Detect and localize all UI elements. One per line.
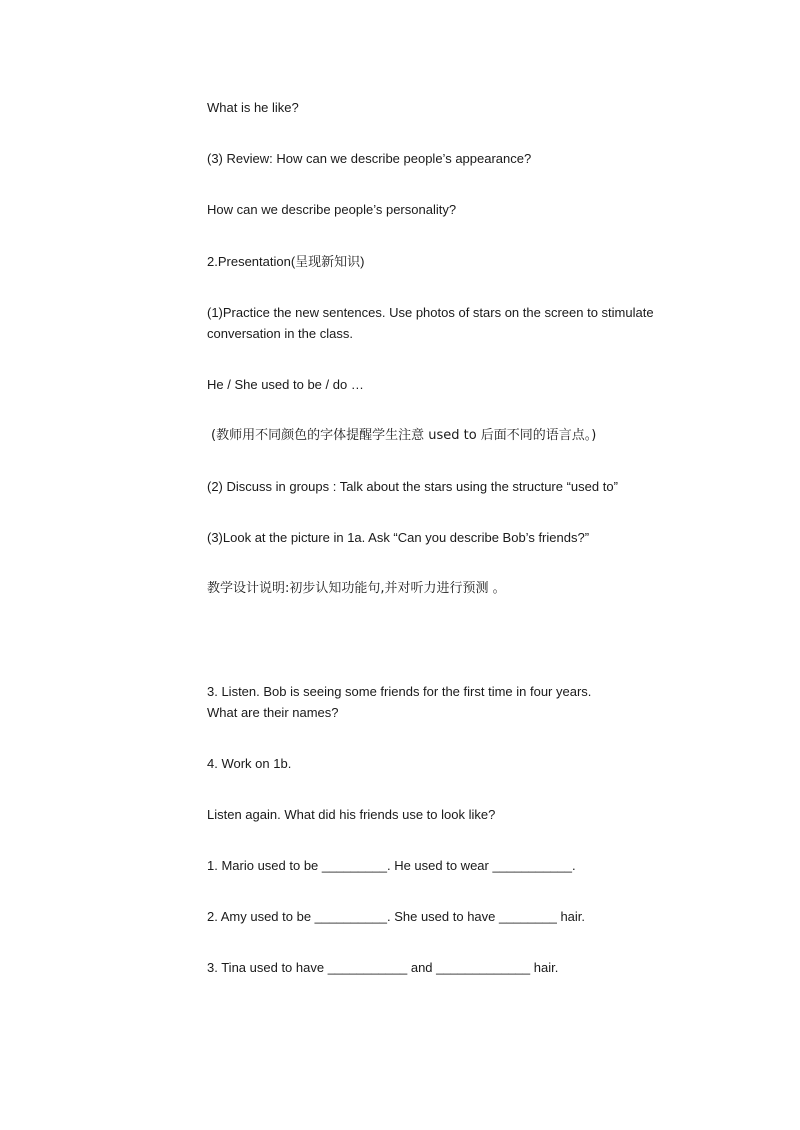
discuss-in-groups: (2) Discuss in groups : Talk about the stars using the structure “used to” xyxy=(207,479,618,494)
listen-instruction: 3. Listen. Bob is seeing some friends for the first time in four years. xyxy=(207,684,592,699)
review-personality: How can we describe people’s personality? xyxy=(207,202,457,217)
practice-sentences-line2: conversation in the class. xyxy=(207,326,353,341)
review-appearance: (3) Review: How can we describe people’s appearance? xyxy=(207,151,532,166)
practice-sentences-line1: (1)Practice the new sentences. Use photos of stars on the screen to stimulate xyxy=(207,305,654,320)
teacher-note: (教师用不同颜色的字体提醒学生注意 used to 后面不同的语言点。) xyxy=(211,428,597,443)
listen-again: Listen again. What did his friends use to look like? xyxy=(207,807,496,822)
work-on-1b: 4. Work on 1b. xyxy=(207,756,292,771)
exercise-tina: 3. Tina used to have ___________ and _____________ hair. xyxy=(207,960,559,975)
look-at-picture: (3)Look at the picture in 1a. Ask “Can you describe Bob’s friends?” xyxy=(207,530,590,545)
exercise-mario: 1. Mario used to be _________. He used to wear ___________. xyxy=(207,858,576,873)
listen-question: What are their names? xyxy=(207,705,339,720)
design-explanation: 教学设计说明:初步认知功能句,并对听力进行预测 。 xyxy=(207,581,506,596)
exercise-amy: 2. Amy used to be __________. She used to have ________ hair. xyxy=(207,909,586,924)
question-what-is-he-like: What is he like? xyxy=(207,100,299,115)
used-to-structure: He / She used to be / do … xyxy=(207,377,364,392)
presentation-heading: 2.Presentation(呈现新知识) xyxy=(207,254,365,269)
